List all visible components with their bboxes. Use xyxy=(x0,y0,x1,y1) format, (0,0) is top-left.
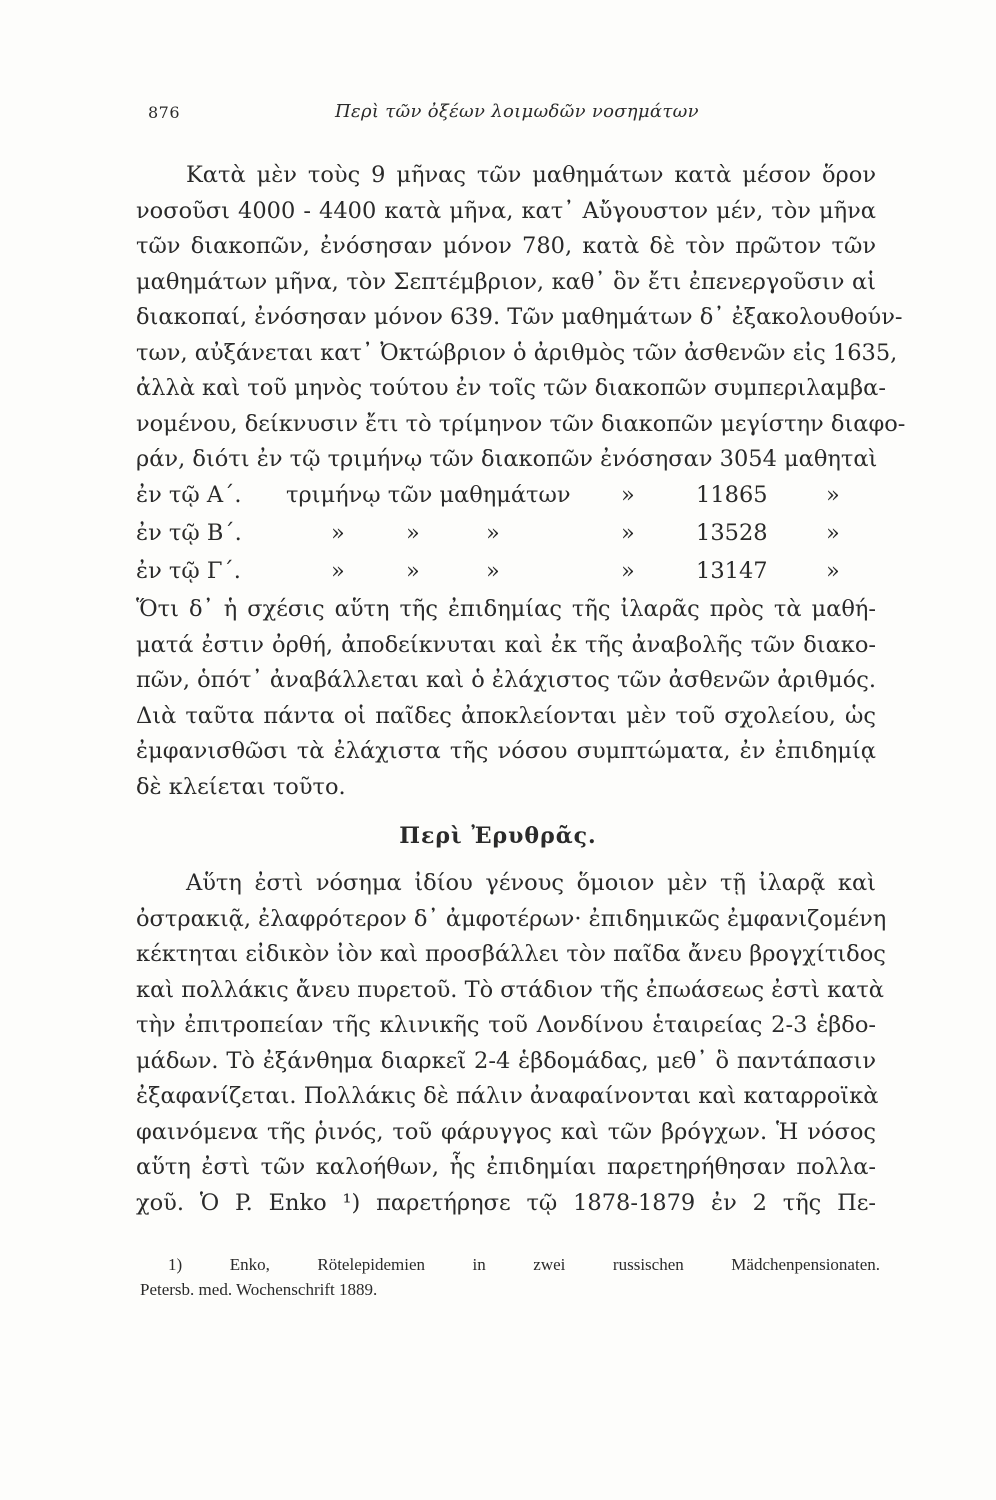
text-line: νοσοῦσι 4000 - 4400 κατὰ μῆνα, κατ᾽ Αὔγουστον μέν, τὸν μῆνα xyxy=(136,197,876,224)
ditto-mark: » xyxy=(331,558,345,584)
ditto-mark: » xyxy=(486,558,500,584)
text-line: χοῦ. Ὁ P. Enko ¹) παρετήρησε τῷ 1878-1879 ἐν 2 τῆς Πε- xyxy=(136,1189,876,1216)
footnote-line: Petersb. med. Wochenschrift 1889. xyxy=(140,1280,378,1299)
paragraph-measles-statistics xyxy=(136,158,906,478)
text-line: αὕτη ἐστὶ τῶν καλοήθων, ἧς ἐπιδημίαι παρετηρήθησαν πολλα- xyxy=(136,1154,876,1180)
text-line: Διὰ ταῦτα πάντα οἱ παῖδες ἀποκλείονται μὲν τοῦ σχολείου, ὡς xyxy=(136,702,876,729)
row-value: 11865 xyxy=(696,482,768,508)
text-line: δὲ κλείεται τοῦτο. xyxy=(136,773,346,800)
text-line: ἐμφανισθῶσι τὰ ἐλάχιστα τῆς νόσου συμπτώματα, ἐν ἐπιδημίᾳ xyxy=(136,738,876,764)
ditto-mark: » xyxy=(826,482,840,508)
text-line: ὀστρακιᾷ, ἐλαφρότερον δ᾽ ἀμφοτέρων· ἐπιδημικῶς ἐμφανιζομένη xyxy=(136,905,887,932)
ditto-mark: » xyxy=(406,520,420,546)
row-value: 13147 xyxy=(696,558,768,584)
ditto-mark: » xyxy=(826,558,840,584)
text-line: ἐξαφανίζεται. Πολλάκις δὲ πάλιν ἀναφαίνονται καὶ καταρροϊκὰ xyxy=(136,1083,879,1109)
ditto-mark: » xyxy=(621,520,635,546)
paragraph-rubella xyxy=(136,866,887,1221)
table-row xyxy=(136,558,876,593)
text-line: τὴν ἐπιτροπείαν τῆς κλινικῆς τοῦ Λονδίνου ἑταιρείας 2-3 ἑβδο- xyxy=(136,1012,876,1038)
text-line: Αὕτη ἐστὶ νόσημα ἰδίου γένους ὅμοιον μὲν τῇ ἰλαρᾷ καὶ xyxy=(186,870,876,896)
row-label: ἐν τῷ Γ΄. xyxy=(136,558,241,584)
paragraph-school-relation xyxy=(136,592,876,805)
text-line: διακοπαί, ἐνόσησαν μόνον 639. Τῶν μαθημάτων δ᾽ ἐξακολουθούν- xyxy=(136,304,903,330)
text-line: ἀλλὰ καὶ τοῦ μηνὸς τούτου ἐν τοῖς τῶν διακοπῶν συμπεριλαμβα- xyxy=(136,375,886,401)
text-line: μαθημάτων μῆνα, τὸν Σεπτέμβριον, καθ᾽ ὃν ἔτι ἐπενεργοῦσιν αἱ xyxy=(136,268,876,295)
text-line: Κατὰ μὲν τοὺς 9 μῆνας τῶν μαθημάτων κατὰ μέσον ὅρον xyxy=(186,162,876,188)
ditto-mark: » xyxy=(406,558,420,584)
running-title: Περὶ τῶν ὀξέων λοιμωδῶν νοσημάτων xyxy=(335,101,699,122)
text-line: Ὅτι δ᾽ ἡ σχέσις αὕτη τῆς ἐπιδημίας τῆς ἰλαρᾶς πρὸς τὰ μαθή- xyxy=(136,596,876,622)
text-line: των, αὐξάνεται κατ᾽ Ὀκτώβριον ὁ ἀριθμὸς τῶν ἀσθενῶν εἰς 1635, xyxy=(136,339,898,366)
section-heading: Περὶ Ἐρυθρᾶς. xyxy=(399,823,597,849)
table-row xyxy=(136,520,876,555)
text-line: νομένου, δείκνυσιν ἔτι τὸ τρίμηνον τῶν διακοπῶν μεγίστην διαφο- xyxy=(136,410,906,437)
row-label: ἐν τῷ Β΄. xyxy=(136,520,242,546)
ditto-mark: » xyxy=(826,520,840,546)
text-line: τῶν διακοπῶν, ἐνόσησαν μόνον 780, κατὰ δὲ τὸν πρῶτον τῶν xyxy=(136,233,876,259)
text-line: πῶν, ὁπότ᾽ ἀναβάλλεται καὶ ὁ ἐλάχιστος τῶν ἀσθενῶν ἀριθμός. xyxy=(136,667,876,693)
ditto-mark: » xyxy=(331,520,345,546)
table-row xyxy=(136,482,876,517)
text-line: ράν, διότι ἐν τῷ τριμήνῳ τῶν διακοπῶν ἐνόσησαν 3054 μαθηταὶ xyxy=(136,446,878,472)
footnote xyxy=(140,1252,880,1302)
row-label: ἐν τῷ Α΄. xyxy=(136,482,242,508)
text-line: καὶ πολλάκις ἄνευ πυρετοῦ. Τὸ στάδιον τῆς ἐπωάσεως ἐστὶ κατὰ xyxy=(136,976,885,1003)
text-line: μάδων. Τὸ ἐξάνθημα διαρκεῖ 2-4 ἑβδομάδας, μεθ᾽ ὃ παντάπασιν xyxy=(136,1047,876,1074)
ditto-mark: » xyxy=(486,520,500,546)
text-line: ματά ἐστιν ὀρθή, ἀποδείκνυται καὶ ἐκ τῆς ἀναβολῆς τῶν διακο- xyxy=(136,631,876,658)
text-line: κέκτηται εἰδικὸν ἰὸν καὶ προσβάλλει τὸν παῖδα ἄνευ βρογχίτιδος xyxy=(136,941,886,967)
ditto-mark: » xyxy=(621,558,635,584)
footnote-line: 1) Enko, Rötelepidemien in zwei russischen Mädchenpensionaten. xyxy=(168,1255,880,1274)
page-number: 876 xyxy=(148,103,181,122)
row-description: τριμήνῳ τῶν μαθημάτων xyxy=(286,482,571,508)
ditto-mark: » xyxy=(621,482,635,508)
row-value: 13528 xyxy=(696,520,768,546)
text-line: φαινόμενα τῆς ῥινός, τοῦ φάρυγγος καὶ τῶν βρόγχων. Ἡ νόσος xyxy=(136,1118,876,1145)
